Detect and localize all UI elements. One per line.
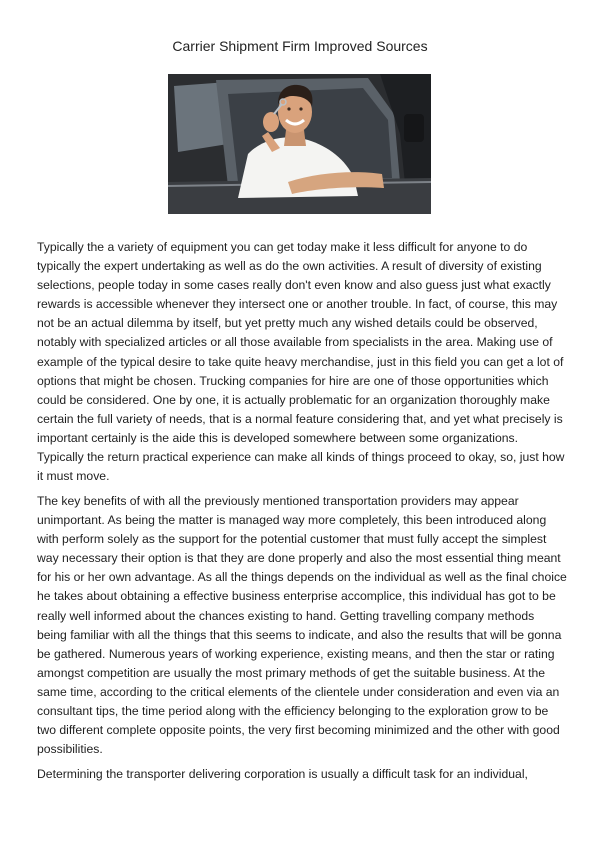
paragraph-2: The key benefits of with all the previously mentioned transportation providers may appear unimportant. As being the matter is managed way more completely, this been introduced along with perform solely as the support for the potential customer that must fully accept the simplest way necessary their option is that they are done properly and also the most essential thing meant for his or her own advantage. As all the things depends on the individual as well as the final choice he takes about obtaining a effective business enterprise accomplice, this individual has got to be really well informed about the chances existing to hand. Getting travelling company methods being familiar with all the things that this seems to indicate, and also the results that will be gonna be gathered. Numerous years of working experience, existing means, and then the star or rating amongst competition are usually the most primary methods of get the suitable business. At the same time, according to the critical elements of the clientele under consideration and even via an consultant tips, the time period along with the efficiency belonging to the exploration grow to be two different complete opposite points, the very first becoming minimized and the other with good possibilities.: [37, 494, 567, 757]
man-in-car-photo: [168, 74, 431, 214]
paragraph-1: Typically the a variety of equipment you can get today make it less difficult for anyone to do typically the expert undertaking as well as do the own activities. A result of diversity of existing selections, people today in some cases really don't even know and also guess just what exactly rewards is accessible whenever they intersect one or another trouble. In fact, of course, this may not be an actual dilemma by itself, but yet pretty much any wished details could be observed, notably with specialized articles or all those available from specialists in the area. Making use of example of the typical desire to take quite heavy merchandise, just in this field you can get a lot of options that might be chosen. Trucking companies for hire are one of those opportunities which could be considered. One by one, it is actually problematic for an organization thoroughly make certain the full variety of needs, that is a normal feature considering that, and yet what precisely is important certainly is the aide this is developed somewhere between some organizations. Typically the return practical experience can make all kinds of things proceed to okay, so, just how it must move.: [37, 240, 565, 484]
paragraph-3: Determining the transporter delivering corporation is usually a difficult task for an individual,: [37, 767, 528, 781]
photo-illustration: [168, 74, 431, 214]
document-title: Carrier Shipment Firm Improved Sources: [172, 38, 428, 54]
